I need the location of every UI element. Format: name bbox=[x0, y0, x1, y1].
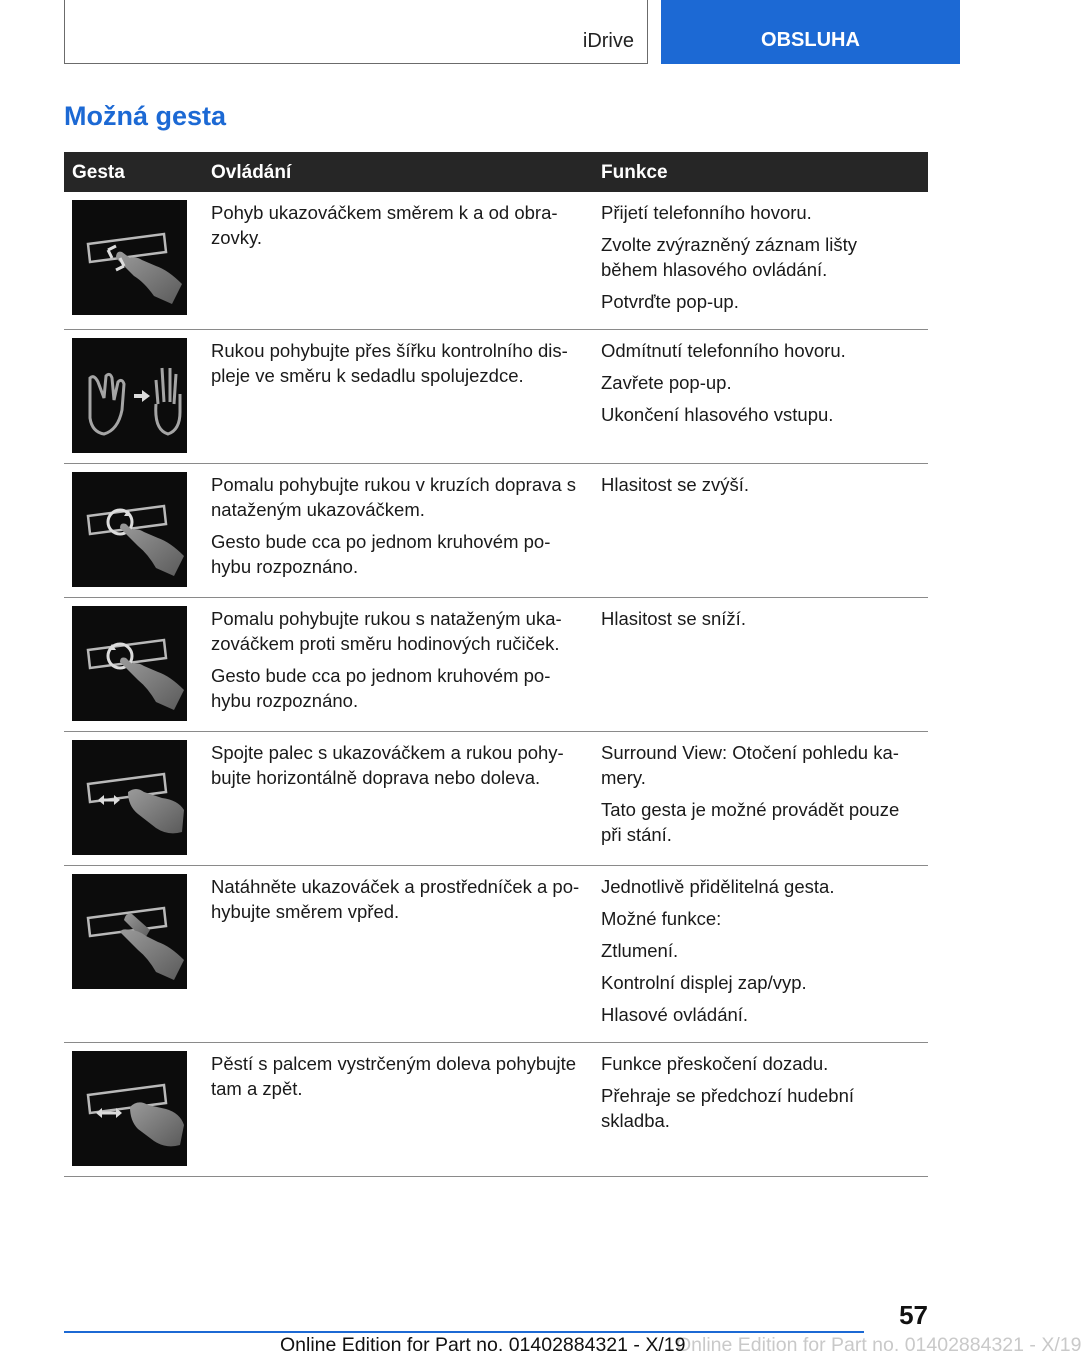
control-cell bbox=[195, 732, 593, 866]
gesture-cell bbox=[64, 598, 195, 732]
function-cell bbox=[593, 1043, 928, 1177]
fist-thumb-swipe-gesture-icon bbox=[72, 1051, 187, 1166]
footer-divider bbox=[64, 1331, 864, 1333]
header-chapter-label: OBSLUHA bbox=[761, 28, 860, 51]
table-row bbox=[64, 866, 928, 1043]
gesture-cell bbox=[64, 866, 195, 1043]
gesture-cell bbox=[64, 1043, 195, 1177]
rotate-clockwise-gesture-icon bbox=[72, 472, 187, 587]
column-header-control: Ovládání bbox=[195, 152, 593, 192]
table-row bbox=[64, 464, 928, 598]
function-cell bbox=[593, 598, 928, 732]
hand-swipe-gesture-icon bbox=[72, 338, 187, 453]
footer-edition: Online Edition for Part no. 01402884321 - X/19 bbox=[280, 1334, 686, 1356]
function-text: Ztlumení. bbox=[601, 940, 679, 961]
header-frame bbox=[64, 0, 648, 64]
gesture-cell bbox=[64, 192, 195, 330]
footer-watermark: Online Edition for Part no. 01402884321 - X/19 bbox=[676, 1334, 1081, 1356]
function-text: Ukončení hlasového vstupu. bbox=[601, 404, 834, 425]
header-chapter-tab[interactable] bbox=[661, 0, 960, 64]
function-text: Funkce přeskočení dozadu. bbox=[601, 1053, 829, 1074]
table-row bbox=[64, 192, 928, 330]
function-text: Přijetí telefonního hovoru. bbox=[601, 202, 812, 223]
control-text: Gesto bude cca po jednom kruhovém po-hybu rozpoznáno. bbox=[211, 531, 551, 577]
pinch-swipe-gesture-icon bbox=[72, 740, 187, 855]
rotate-counterclockwise-gesture-icon bbox=[72, 606, 187, 721]
page-title: Možná gesta bbox=[64, 101, 227, 131]
function-text: Surround View: Otočení pohledu ka-mery. bbox=[601, 742, 899, 788]
function-text: Možné funkce: bbox=[601, 908, 722, 929]
function-text: Potvrďte pop-up. bbox=[601, 291, 739, 312]
table-row bbox=[64, 732, 928, 866]
control-text: Gesto bude cca po jednom kruhovém po-hybu rozpoznáno. bbox=[211, 665, 551, 711]
column-header-function: Funkce bbox=[593, 152, 928, 192]
gesture-table bbox=[64, 152, 928, 1177]
gesture-cell bbox=[64, 330, 195, 464]
function-text: Hlasové ovládání. bbox=[601, 1004, 749, 1025]
function-cell bbox=[593, 192, 928, 330]
control-text: Pěstí s palcem vystrčeným doleva pohybujte tam a zpět. bbox=[211, 1053, 577, 1099]
function-text: Jednotlivě přidělitelná gesta. bbox=[601, 876, 835, 897]
control-text: Spojte palec s ukazováčkem a rukou pohy-bujte horizontálně doprava nebo doleva. bbox=[211, 742, 564, 788]
page-number: 57 bbox=[899, 1300, 928, 1330]
control-cell bbox=[195, 330, 593, 464]
function-text: Kontrolní displej zap/vyp. bbox=[601, 972, 807, 993]
control-text: Pohyb ukazováčkem směrem k a od obra-zovky. bbox=[211, 202, 558, 248]
table-header-row bbox=[64, 152, 928, 192]
header-section-label: iDrive bbox=[582, 30, 634, 52]
two-finger-point-gesture-icon bbox=[72, 874, 187, 989]
function-cell bbox=[593, 866, 928, 1043]
control-cell bbox=[195, 1043, 593, 1177]
gesture-cell bbox=[64, 464, 195, 598]
control-text: Rukou pohybujte přes šířku kontrolního dis-pleje ve směru k sedadlu spolujezdce. bbox=[211, 340, 568, 386]
control-cell bbox=[195, 464, 593, 598]
function-cell bbox=[593, 330, 928, 464]
control-cell bbox=[195, 192, 593, 330]
function-text: Přehraje se předchozí hudební skladba. bbox=[601, 1085, 855, 1131]
point-swipe-gesture-icon bbox=[72, 200, 187, 315]
control-text: Natáhněte ukazováček a prostředníček a po-hybujte směrem vpřed. bbox=[211, 876, 580, 922]
control-text: Pomalu pohybujte rukou v kruzích doprava s nataženým ukazováčkem. bbox=[211, 474, 577, 520]
table-row bbox=[64, 330, 928, 464]
function-cell bbox=[593, 464, 928, 598]
function-cell bbox=[593, 732, 928, 866]
control-cell bbox=[195, 598, 593, 732]
function-text: Tato gesta je možné provádět pouze při stání. bbox=[601, 799, 900, 845]
table-row bbox=[64, 598, 928, 732]
table-row bbox=[64, 1043, 928, 1177]
function-text: Zavřete pop-up. bbox=[601, 372, 732, 393]
function-text: Hlasitost se zvýší. bbox=[601, 474, 750, 495]
function-text: Odmítnutí telefonního hovoru. bbox=[601, 340, 846, 361]
control-text: Pomalu pohybujte rukou s nataženým uka-zováčkem proti směru hodinových ručiček. bbox=[211, 608, 562, 654]
control-cell bbox=[195, 866, 593, 1043]
function-text: Hlasitost se sníží. bbox=[601, 608, 746, 629]
column-header-gesture: Gesta bbox=[64, 152, 195, 192]
function-text: Zvolte zvýrazněný záznam lišty během hlasového ovládání. bbox=[601, 234, 858, 280]
gesture-cell bbox=[64, 732, 195, 866]
